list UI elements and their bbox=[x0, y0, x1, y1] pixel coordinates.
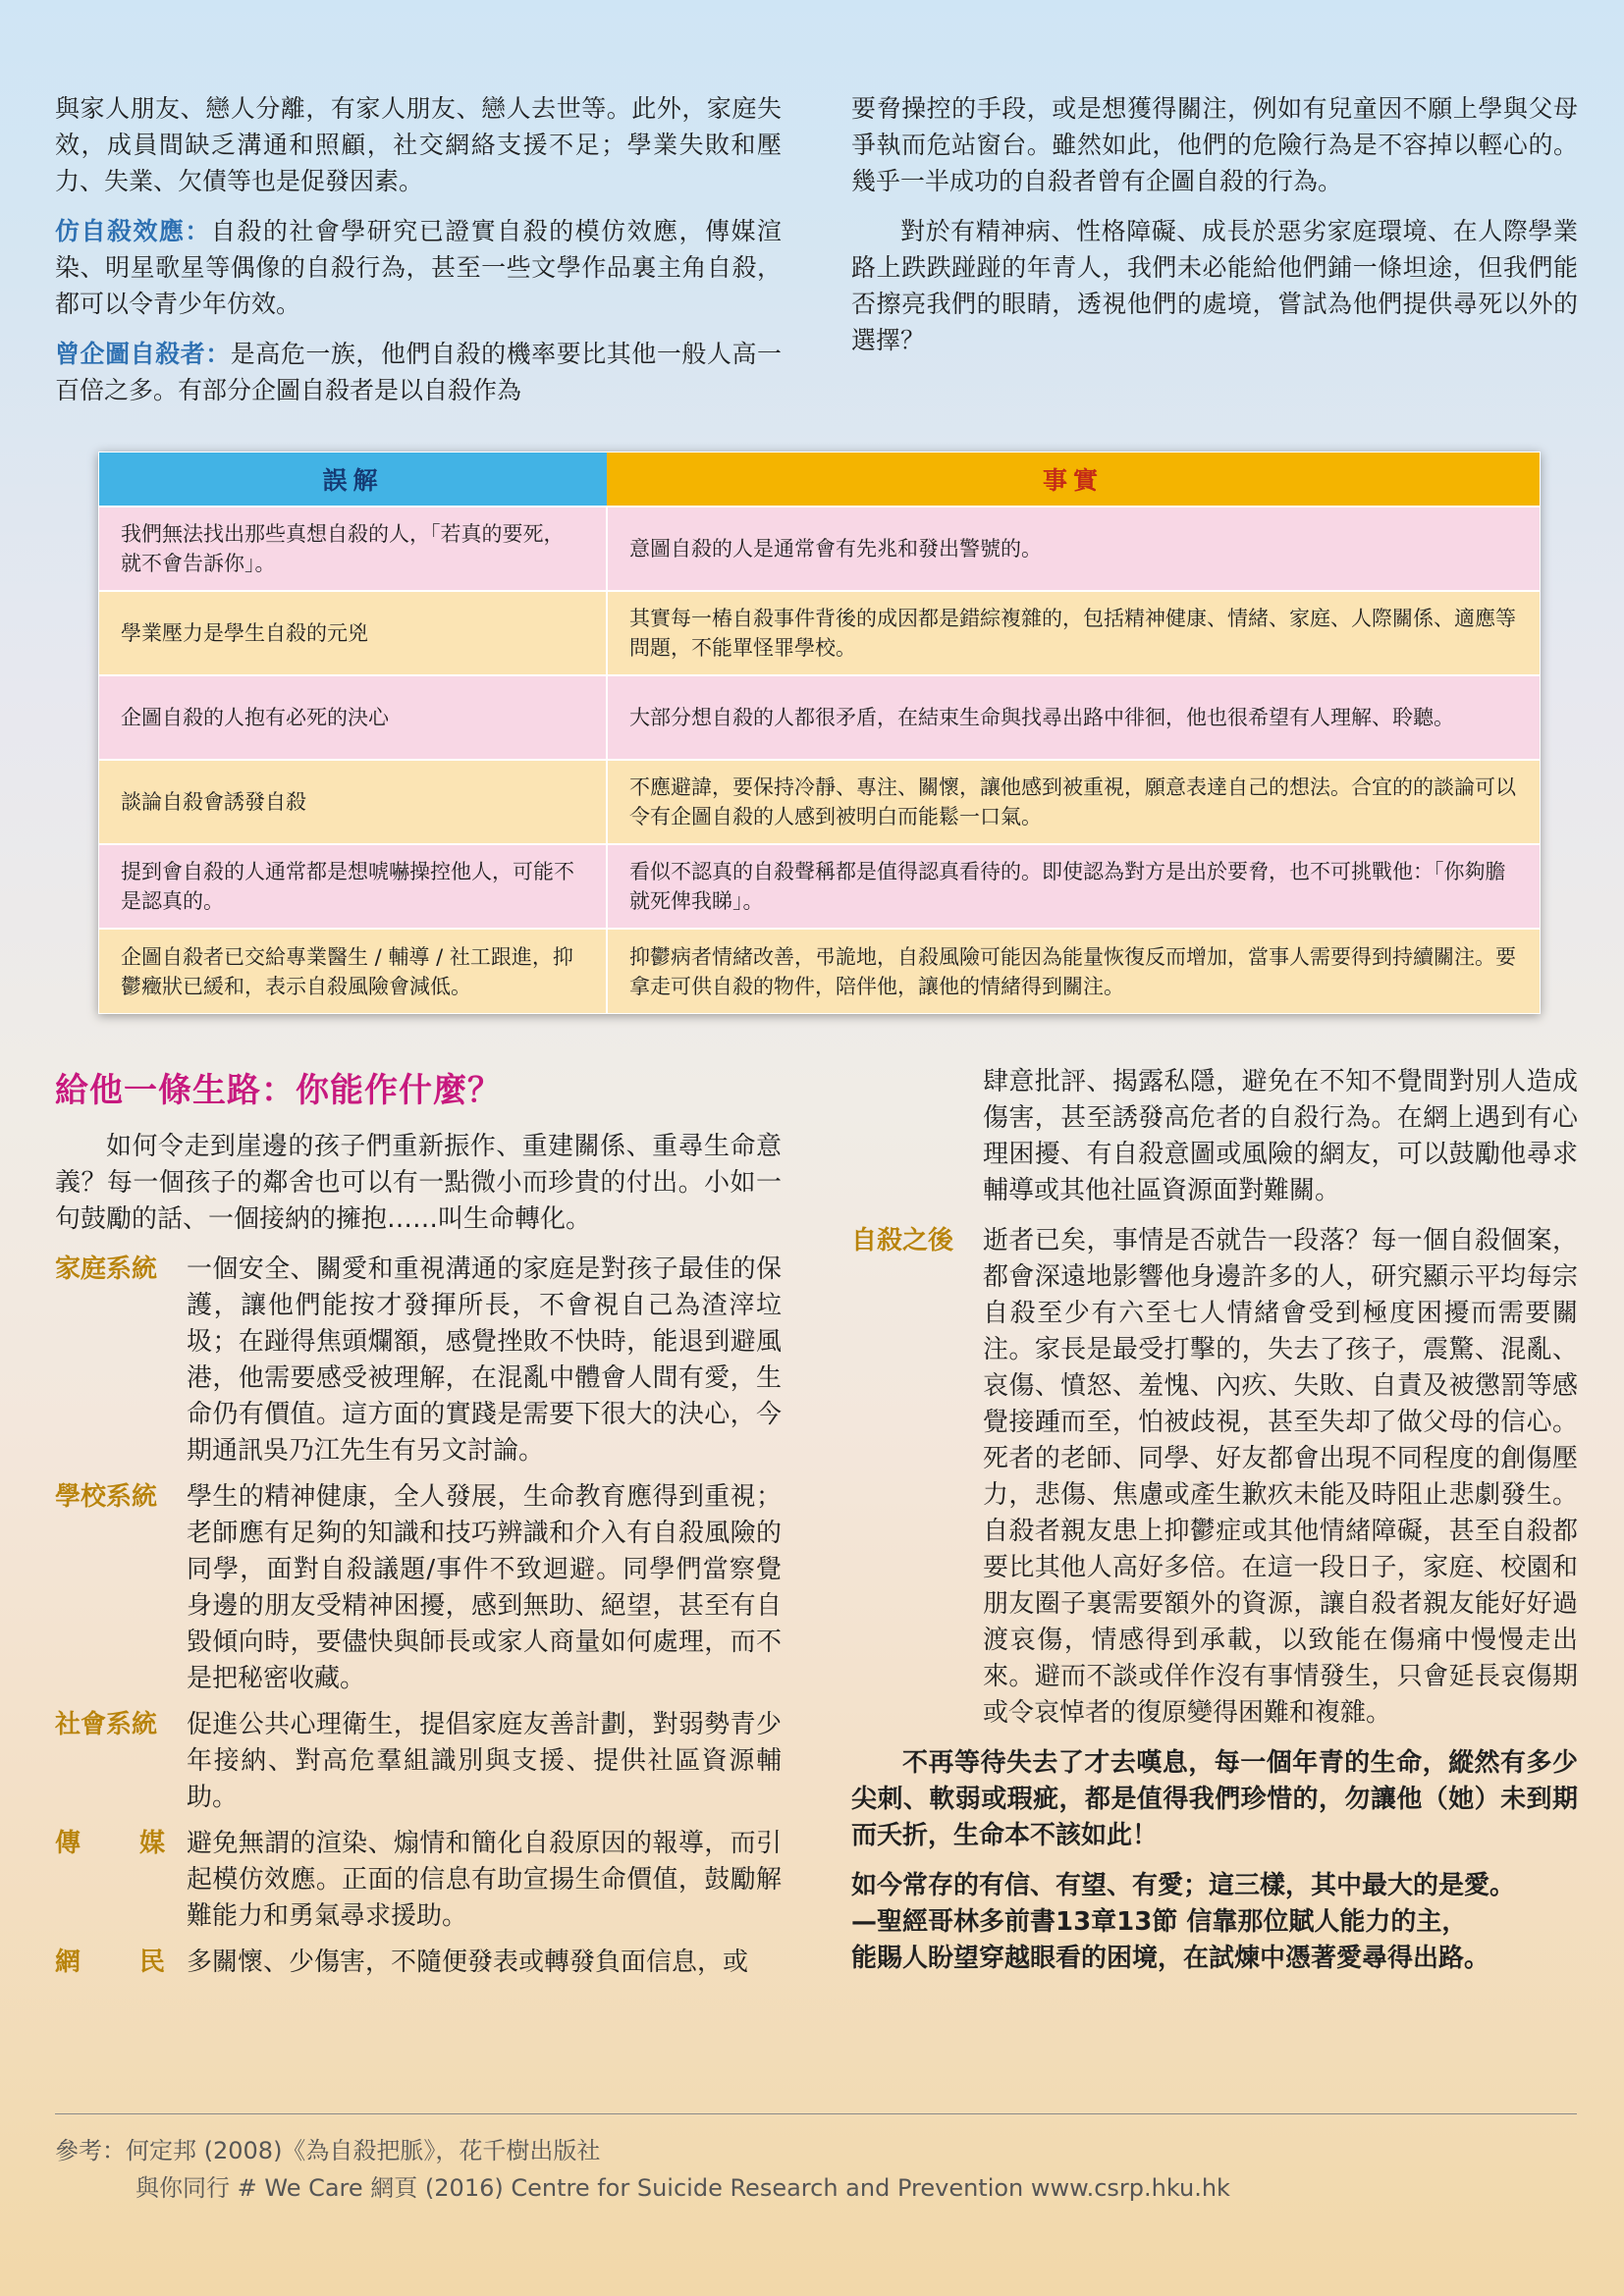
family-system-text: 一個安全、關愛和重視溝通的家庭是對孩子最佳的保護，讓他們能按才發揮所長，不會視自己為渣滓垃圾；在踫得焦頭爛額，感覺挫敗不快時，能退到避風港，他需要感受被理解，在混亂中體會人間有愛，生命仍有價值。這方面的實踐是需要下很大的決心，今期通訊吳乃江先生有另文討論。 bbox=[187, 1255, 782, 1466]
after-suicide-item bbox=[851, 1223, 1578, 1732]
lower-right-column bbox=[851, 1064, 1578, 1977]
section-title: 給他一條生路：你能作什麼？ bbox=[55, 1071, 502, 1110]
myth-fact-table bbox=[98, 452, 1541, 1014]
fact-cell: 意圖自殺的人是通常會有先兆和發出警號的。 bbox=[607, 507, 1540, 591]
school-system-label: 學校系統 bbox=[55, 1482, 158, 1512]
imitation-paragraph bbox=[55, 213, 782, 322]
fact-cell: 不應避諱，要保持冷靜、專注、關懷，讓他感到被重視，願意表達自己的想法。合宜的的談論可以令有企圖自殺的人感到被明白而能鬆一口氣。 bbox=[607, 760, 1540, 844]
top-left-paragraph: 與家人朋友、戀人分離，有家人朋友、戀人去世等。此外，家庭失效，成員間缺乏溝通和照顧，社交網絡支援不足；學業失敗和壓力、失業、欠債等也是促發因素。 bbox=[55, 94, 782, 195]
verse-line-2: —聖經哥林多前書13章13節 信靠那位賦人能力的主， bbox=[851, 1907, 1468, 1937]
verse-line-1: 如今常存的有信、有望、有愛；這三樣，其中最大的是愛。 bbox=[851, 1871, 1516, 1900]
table-row bbox=[99, 844, 1540, 929]
myth-cell: 提到會自殺的人通常都是想唬嚇操控他人，可能不是認真的。 bbox=[99, 844, 607, 929]
attempter-text: 是高危一族，他們自殺的機率要比其他一般人高一百倍之多。有部分企圖自殺者是以自殺作為 bbox=[55, 340, 782, 404]
attempter-paragraph bbox=[55, 336, 782, 408]
netizen-label bbox=[55, 1945, 187, 1981]
reference-2: 與你同行 # We Care 網頁 (2016) Centre for Suicide Research and Prevention www.csrp.hku.hk bbox=[135, 2174, 1230, 2202]
media-text: 避免無謂的渲染、煽情和簡化自殺原因的報導，而引起模仿效應。正面的信息有助宣揚生命價值，鼓勵解難能力和勇氣尋求援助。 bbox=[187, 1829, 782, 1931]
after-suicide-label: 自殺之後 bbox=[851, 1226, 954, 1255]
family-system-item bbox=[55, 1252, 782, 1469]
social-system-item bbox=[55, 1707, 782, 1816]
top-left-column bbox=[55, 90, 782, 422]
imitation-text: 自殺的社會學研究已證實自殺的模仿效應，傳媒渲染、明星歌星等偶像的自殺行為，甚至一些文學作品裏主角自殺，都可以令青少年仿效。 bbox=[55, 217, 782, 318]
myth-cell: 我們無法找出那些真想自殺的人，「若真的要死，就不會告訴你」。 bbox=[99, 507, 607, 591]
table-row bbox=[99, 507, 1540, 591]
reference-1 bbox=[55, 2132, 1230, 2169]
social-system-text: 促進公共心理衛生，提倡家庭友善計劃，對弱勢青少年接納、對高危羣組識別與支援、提供社區資源輔助。 bbox=[187, 1710, 782, 1812]
myth-cell: 談論自殺會誘發自殺 bbox=[99, 760, 607, 844]
netizen-text: 多關懷、少傷害，不隨便發表或轉發負面信息，或 bbox=[187, 1948, 749, 1977]
bible-verse bbox=[851, 1868, 1578, 1977]
school-system-item bbox=[55, 1479, 782, 1697]
table-row bbox=[99, 675, 1540, 760]
netizen-item bbox=[55, 1945, 782, 1981]
media-item bbox=[55, 1826, 782, 1935]
myth-cell: 企圖自殺者已交給專業醫生 / 輔導 / 社工跟進，抑鬱癥狀已緩和，表示自殺風險會減低。 bbox=[99, 929, 607, 1013]
footer-divider bbox=[55, 2113, 1577, 2114]
fact-cell: 其實每一樁自殺事件背後的成因都是錯綜複雜的，包括精神健康、情緒、家庭、人際關係、適應等問題，不能單怪罪學校。 bbox=[607, 591, 1540, 675]
header-fact: 事實 bbox=[607, 453, 1540, 507]
fact-cell: 看似不認真的自殺聲稱都是值得認真看待的。即使認為對方是出於要脅，也不可挑戰他：「你夠膽就死俾我睇」。 bbox=[607, 844, 1540, 929]
media-label-a: 傳 bbox=[55, 1829, 81, 1858]
family-system-label: 家庭系統 bbox=[55, 1255, 158, 1284]
table-header bbox=[99, 453, 1540, 507]
reference-label: 參考： bbox=[55, 2137, 126, 2164]
lower-left-column bbox=[55, 1129, 782, 1981]
fact-cell: 抑鬱病者情緒改善，弔詭地，自殺風險可能因為能量恢復反而增加，當事人需要得到持續關注。要拿走可供自殺的物件，陪伴他，讓他的情緒得到關注。 bbox=[607, 929, 1540, 1013]
netizen-label-b: 民 bbox=[138, 1948, 165, 1977]
references bbox=[55, 2132, 1230, 2207]
netizen-continued: 肆意批評、揭露私隱，避免在不知不覺間對別人造成傷害，甚至誘發高危者的自殺行為。在網上遇到有心理困擾、有自殺意圖或風險的網友，可以鼓勵他尋求輔導或其他社區資源面對難關。 bbox=[983, 1067, 1578, 1205]
myth-cell: 學業壓力是學生自殺的元兇 bbox=[99, 591, 607, 675]
reference-1-text: 何定邦 (2008)《為自殺把脈》，花千樹出版社 bbox=[126, 2137, 601, 2164]
social-system-label: 社會系統 bbox=[55, 1710, 158, 1739]
table-row bbox=[99, 760, 1540, 844]
top-right-paragraph-2: 對於有精神病、性格障礙、成長於惡劣家庭環境、在人際學業路上跌跌踫踫的年青人，我們未必能給他們鋪一條坦途，但我們能否擦亮我們的眼睛，透視他們的處境，嘗試為他們提供尋死以外的選擇？ bbox=[851, 217, 1578, 354]
top-right-paragraph-1: 要脅操控的手段，或是想獲得關注，例如有兒童因不願上學與父母爭執而危站窗台。雖然如此，他們的危險行為是不容掉以輕心的。幾乎一半成功的自殺者曾有企圖自殺的行為。 bbox=[851, 94, 1578, 195]
header-myth: 誤解 bbox=[99, 453, 607, 507]
myth-cell: 企圖自殺的人抱有必死的決心 bbox=[99, 675, 607, 760]
netizen-label-a: 網 bbox=[55, 1948, 81, 1977]
closing-paragraph: 不再等待失去了才去嘆息，每一個年青的生命，縱然有多少尖刺、軟弱或瑕疵，都是值得我們珍惜的，勿讓他（她）未到期而夭折，生命本不該如此！ bbox=[851, 1748, 1578, 1850]
imitation-label: 仿自殺效應： bbox=[55, 217, 211, 245]
media-label bbox=[55, 1826, 187, 1935]
school-system-text: 學生的精神健康，全人發展，生命教育應得到重視；老師應有足夠的知識和技巧辨識和介入有自殺風險的同學，面對自殺議題/事件不致迴避。同學們當察覺身邊的朋友受精神困擾，感到無助、絕望，甚至有自毀傾向時，要儘快與師長或家人商量如何處理，而不是把秘密收藏。 bbox=[187, 1482, 782, 1693]
media-label-b: 媒 bbox=[138, 1829, 165, 1858]
table-row bbox=[99, 591, 1540, 675]
after-suicide-text: 逝者已矣，事情是否就告一段落？每一個自殺個案，都會深遠地影響他身邊許多的人，研究顯示平均每宗自殺至少有六至七人情緒會受到極度困擾而需要關注。家長是最受打擊的，失去了孩子，震驚、混亂、哀傷、憤怒、羞愧、內疚、失敗、自責及被懲罰等感覺接踵而至，怕被歧視，甚至失却了做父母的信心。死者的老師、同學、好友都會出現不同程度的創傷壓力，悲傷、焦慮或產生歉疚未能及時阻止悲劇發生。自殺者親友患上抑鬱症或其他情緒障礙，甚至自殺都要比其他人高好多倍。在這一段日子，家庭、校園和朋友圈子裏需要額外的資源，讓自殺者親友能好好過渡哀傷，情感得到承載，以致能在傷痛中慢慢走出來。避而不談或佯作沒有事情發生，只會延長哀傷期或令哀悼者的復原變得困難和複雜。 bbox=[983, 1226, 1578, 1728]
intro-paragraph: 如何令走到崖邊的孩子們重新振作、重建關係、重尋生命意義？每一個孩子的鄰舍也可以有一點微小而珍貴的付出。小如一句鼓勵的話、一個接納的擁抱……叫生命轉化。 bbox=[55, 1132, 782, 1234]
attempter-label: 曾企圖自殺者： bbox=[55, 340, 231, 368]
top-right-column bbox=[851, 90, 1578, 372]
verse-line-3: 能賜人盼望穿越眼看的困境，在試煉中憑著愛尋得出路。 bbox=[851, 1944, 1490, 1973]
table-row bbox=[99, 929, 1540, 1013]
fact-cell: 大部分想自殺的人都很矛盾，在結束生命與找尋出路中徘徊，他也很希望有人理解、聆聽。 bbox=[607, 675, 1540, 760]
